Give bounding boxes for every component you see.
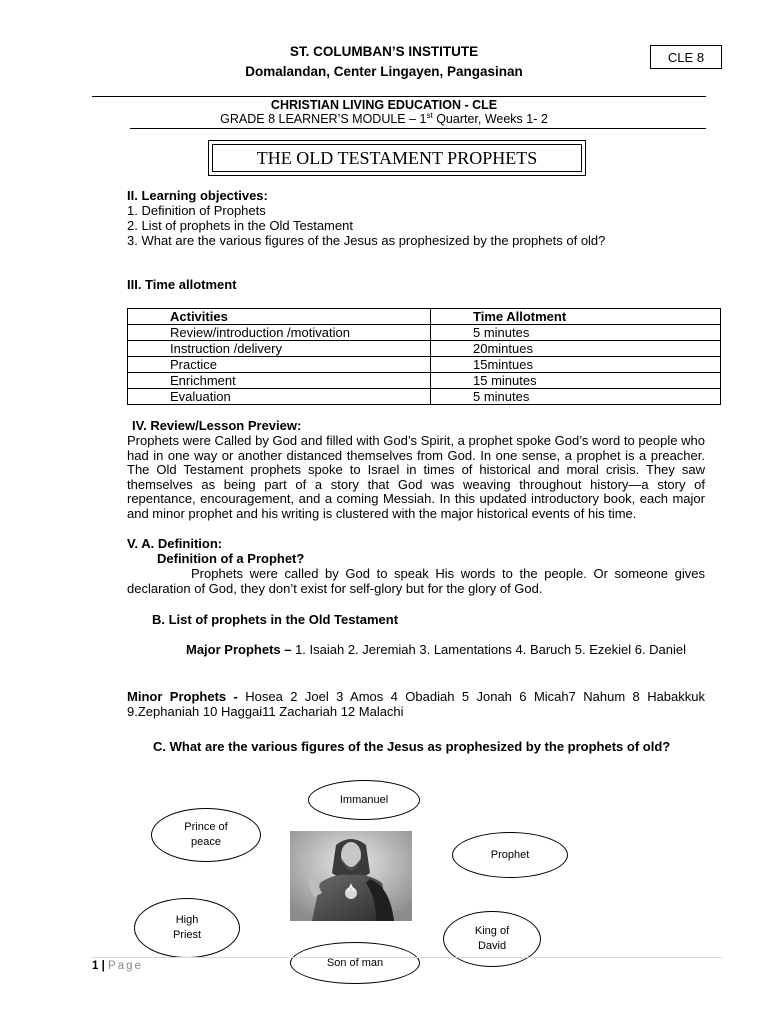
time-allotment-table <box>127 308 721 405</box>
sacred-heart-illustration <box>290 831 412 921</box>
list-heading: B. List of prophets in the Old Testament <box>152 612 399 627</box>
review-heading: IV. Review/Lesson Preview: <box>132 418 302 433</box>
module-line-pre: GRADE 8 LEARNER’S MODULE – 1 <box>220 112 427 126</box>
module-line <box>0 112 768 126</box>
time-allotment-heading: III. Time allotment <box>127 277 237 292</box>
minor-prophets-label: Minor Prophets - <box>127 689 238 704</box>
page-number: 1 <box>92 960 99 972</box>
activity-cell: Evaluation <box>128 389 431 405</box>
major-prophets-text: 1. Isaiah 2. Jeremiah 3. Lamentations 4. Baruch 5. Ezekiel 6. Daniel <box>291 642 687 657</box>
time-cell: 5 minutes <box>431 325 721 341</box>
definition-subheading: Definition of a Prophet? <box>157 551 305 566</box>
objective-item-3: 3. What are the various figures of the Jesus as prophesized by the prophets of old? <box>127 233 606 248</box>
figures-heading: C. What are the various figures of the Jesus as prophesized by the prophets of old? <box>153 739 671 754</box>
definition-body: Prophets were called by God to speak His words to the people. Or someone gives declaration of God, they don’t exist for self-glory but for the glory of God. <box>127 566 705 596</box>
table-row <box>128 325 721 341</box>
subject-title: CHRISTIAN LIVING EDUCATION - CLE <box>270 98 498 112</box>
minor-prophets <box>127 690 705 719</box>
header-divider <box>92 96 706 97</box>
oval-prince-of-peace: Prince of peace <box>151 808 261 862</box>
time-cell: 15 minutes <box>431 373 721 389</box>
page-label: Page <box>108 960 143 972</box>
school-address: Domalandan, Center Lingayen, Pangasinan <box>245 64 523 79</box>
major-prophets-label: Major Prophets – <box>186 642 292 657</box>
module-line-post: Quarter, Weeks 1- 2 <box>432 112 548 126</box>
oval-king-of-david: King of David <box>443 911 541 967</box>
time-cell: 15mintues <box>431 357 721 373</box>
page-footer <box>92 960 143 972</box>
objective-item-1: 1. Definition of Prophets <box>127 203 266 218</box>
activity-cell: Enrichment <box>128 373 431 389</box>
jesus-image <box>290 831 412 921</box>
oval-high-priest: High Priest <box>134 898 240 958</box>
subject-code-box: CLE 8 <box>650 45 722 69</box>
table-row <box>128 341 721 357</box>
oval-son-of-man: Son of man <box>290 942 420 984</box>
activity-cell: Review/introduction /motivation <box>128 325 431 341</box>
lesson-title: THE OLD TESTAMENT PROPHETS <box>212 144 582 172</box>
time-cell: 20mintues <box>431 341 721 357</box>
table-row <box>128 373 721 389</box>
page-separator: | <box>101 960 105 972</box>
definition-heading: V. A. Definition: <box>127 536 223 551</box>
subheader-divider <box>130 128 706 129</box>
activity-cell: Instruction /delivery <box>128 341 431 357</box>
review-body: Prophets were Called by God and filled with God’s Spirit, a prophet spoke God’s word to people who had in one way or another distanced themselves from God. In one sense, a prophet is a preacher. The Old Testament prophets spoke to Israel in times of historical and moral crisis. They saw themselves as being part of a story that God was weaving throughout history—a story of repentance, encouragement, and a coming Messiah. In this updated introductory book, each major and minor prophet and his writing is clustered with the major historical events of his time. <box>127 433 705 521</box>
table-row <box>128 357 721 373</box>
footer-divider <box>92 957 722 958</box>
column-header-activities: Activities <box>128 309 431 325</box>
table-row <box>128 389 721 405</box>
oval-immanuel: Immanuel <box>308 780 420 820</box>
activity-cell: Practice <box>128 357 431 373</box>
objective-item-2: 2. List of prophets in the Old Testament <box>127 218 353 233</box>
table-header-row <box>128 309 721 325</box>
minor-prophets-text: Hosea 2 Joel 3 Amos 4 Obadiah 5 Jonah 6 Micah7 Nahum 8 Habakkuk 9.Zephaniah 10 Haggai11 Zachariah 12 Malachi <box>127 689 705 719</box>
title-box <box>208 140 586 176</box>
major-prophets <box>127 643 705 658</box>
oval-prophet: Prophet <box>452 832 568 878</box>
objectives-heading: II. Learning objectives: <box>127 188 268 203</box>
time-cell: 5 minutes <box>431 389 721 405</box>
column-header-time: Time Allotment <box>431 309 721 325</box>
school-name: ST. COLUMBAN’S INSTITUTE <box>289 44 479 59</box>
module-line-sup: st <box>426 110 433 120</box>
